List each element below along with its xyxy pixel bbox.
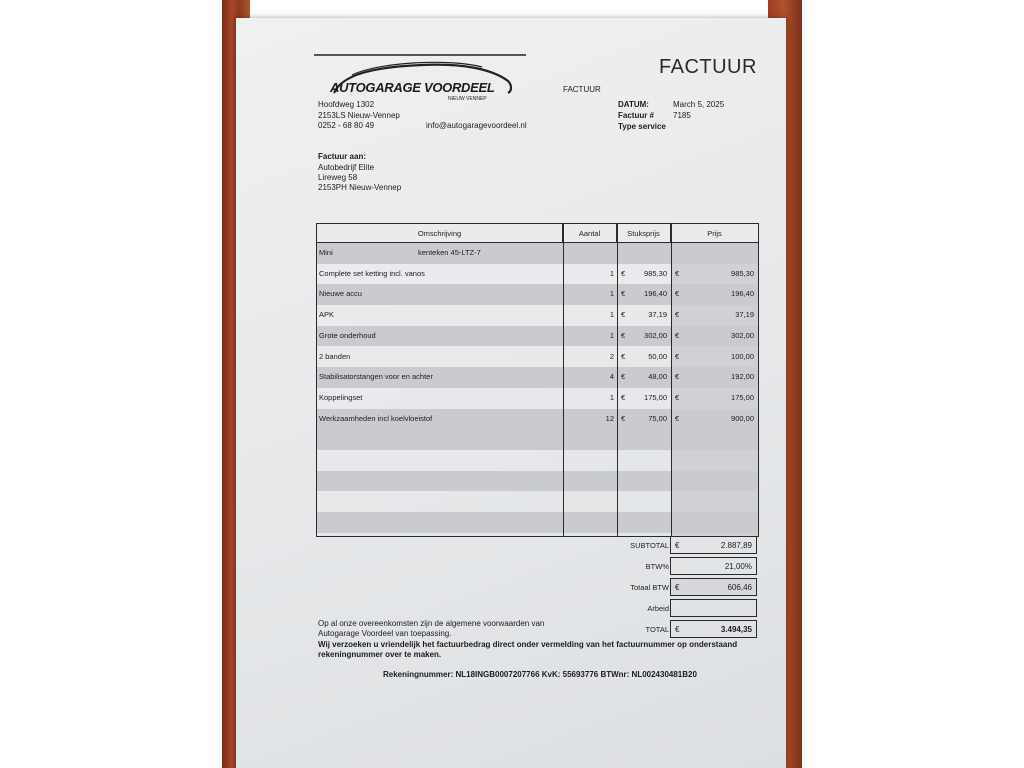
total-label: TOTAL <box>645 625 669 634</box>
currency-symbol: € <box>621 372 626 382</box>
header-description: Omschrijving <box>317 224 563 243</box>
terms-line-1: Op al onze overeenkomsten zijn de algemene voorwaarden van <box>318 619 545 628</box>
currency-symbol: € <box>675 330 680 340</box>
table-row <box>317 409 758 430</box>
btw-percent-box <box>670 557 757 575</box>
logo-text: AUTOGARAGE VOORDEEL <box>330 80 495 95</box>
company-email: info@autogaragevoordeel.nl <box>426 121 527 130</box>
currency-symbol: € <box>621 289 626 299</box>
item-description: Werkzaamheden incl koelvloeistof <box>319 413 433 423</box>
empty-row <box>317 491 758 512</box>
item-quantity: 2 <box>609 351 614 361</box>
service-type-label: Type service <box>618 122 666 131</box>
item-price: 192,00 <box>731 372 754 382</box>
payment-request-line-2: rekeningnummer over te maken. <box>318 650 442 659</box>
invoice-items-table <box>316 223 759 537</box>
date-value: March 5, 2025 <box>673 100 725 109</box>
item-unit-price: 75,00 <box>648 413 667 423</box>
invoice-number-value: 7185 <box>673 111 691 120</box>
currency-symbol: € <box>675 413 680 423</box>
table-row <box>317 326 758 347</box>
item-description: 2 banden <box>319 351 351 361</box>
item-quantity: 1 <box>609 268 614 278</box>
table-row <box>317 388 758 409</box>
column-divider <box>671 224 672 536</box>
currency-symbol: € <box>675 625 680 634</box>
currency-symbol: € <box>675 289 680 299</box>
item-price: 302,00 <box>731 330 754 340</box>
item-quantity: 12 <box>605 413 614 423</box>
bill-to-label: Factuur aan: <box>318 152 367 161</box>
header-quantity: Aantal <box>563 224 617 243</box>
subtotal-box <box>670 536 757 554</box>
total-btw-box <box>670 578 757 596</box>
item-description: Stabilisatorstangen voor en achter <box>319 372 433 382</box>
table-row <box>317 264 758 285</box>
total-btw-label: Totaal BTW <box>630 583 669 592</box>
labor-label: Arbeid <box>647 604 669 613</box>
bill-to-street: Lireweg 58 <box>318 173 358 182</box>
date-label: DATUM: <box>618 100 649 109</box>
table-row <box>317 284 758 305</box>
column-divider <box>563 224 564 536</box>
empty-row <box>317 471 758 492</box>
item-price: 900,00 <box>731 413 754 423</box>
item-unit-price: 302,00 <box>644 330 667 340</box>
bill-to-name: Autobedrijf Elite <box>318 163 375 172</box>
table-row <box>317 367 758 388</box>
item-unit-price: 985,30 <box>644 268 667 278</box>
currency-symbol: € <box>675 372 680 382</box>
payment-request-line-1: Wij verzoeken u vriendelijk het factuurbedrag direct onder vermelding van het factuurnummer op onderstaand <box>318 640 738 649</box>
item-quantity: 1 <box>609 289 614 299</box>
item-price: 985,30 <box>731 268 754 278</box>
item-description: Complete set ketting incl. vanos <box>319 268 425 278</box>
item-description: Nieuwe accu <box>319 289 362 299</box>
company-phone: 0252 - 68 80 49 <box>318 121 375 130</box>
currency-symbol: € <box>621 351 626 361</box>
invoice-title: FACTUUR <box>659 56 757 78</box>
item-unit-price: 175,00 <box>644 392 667 402</box>
currency-symbol: € <box>675 392 680 402</box>
vehicle-plate: kenteken 45-LTZ-7 <box>418 248 481 257</box>
total-box <box>670 620 757 638</box>
currency-symbol: € <box>675 268 680 278</box>
logo-subtext: NIEUW VENNEP <box>448 96 487 102</box>
item-price: 37,19 <box>735 310 754 320</box>
company-street: Hoofdweg 1302 <box>318 100 375 109</box>
item-quantity: 1 <box>609 392 614 402</box>
currency-symbol: € <box>675 310 680 320</box>
currency-symbol: € <box>621 413 626 423</box>
item-unit-price: 37,19 <box>648 310 667 320</box>
bank-details: Rekeningnummer: NL18INGB0007207766 KvK: 55693776 BTWnr: NL002430481B20 <box>383 670 697 679</box>
labor-box <box>670 599 757 617</box>
terms-line-2: Autogarage Voordeel van toepassing. <box>318 629 452 638</box>
item-quantity: 1 <box>609 310 614 320</box>
currency-symbol: € <box>675 583 680 592</box>
header-price: Prijs <box>671 224 758 243</box>
item-unit-price: 196,40 <box>644 289 667 299</box>
btw-percent-value: 21,00% <box>724 562 752 571</box>
item-description: Koppelingset <box>319 392 363 402</box>
item-description: APK <box>319 310 335 320</box>
currency-symbol: € <box>675 541 680 550</box>
empty-row <box>317 450 758 471</box>
subtotal-value: 2.887,89 <box>720 541 752 550</box>
header-unit-price: Stuksprijs <box>617 224 671 243</box>
vehicle-model: Mini <box>319 248 333 257</box>
currency-symbol: € <box>621 268 626 278</box>
item-quantity: 4 <box>609 372 614 382</box>
subtotal-label: SUBTOTAL <box>630 541 669 550</box>
currency-symbol: € <box>621 392 626 402</box>
item-price: 175,00 <box>731 392 754 402</box>
currency-symbol: € <box>621 310 626 320</box>
item-description: Grote onderhoud <box>319 330 376 340</box>
item-price: 196,40 <box>731 289 754 299</box>
currency-symbol: € <box>621 330 626 340</box>
btw-percent-label: BTW% <box>645 562 669 571</box>
empty-row <box>317 429 758 450</box>
vehicle-row <box>317 243 758 264</box>
currency-symbol: € <box>675 351 680 361</box>
total-btw-value: 606,46 <box>727 583 752 592</box>
column-divider <box>617 224 618 536</box>
total-value: 3.494,35 <box>720 625 752 634</box>
bill-to-city: 2153PH Nieuw-Vennep <box>318 183 402 192</box>
table-row <box>317 347 758 368</box>
invoice-paper <box>236 18 786 768</box>
table-row <box>317 305 758 326</box>
item-quantity: 1 <box>609 330 614 340</box>
item-unit-price: 48,00 <box>648 372 667 382</box>
company-city: 2153LS Nieuw-Vennep <box>318 111 400 120</box>
item-price: 100,00 <box>731 351 754 361</box>
invoice-number-label: Factuur # <box>618 111 655 120</box>
empty-row <box>317 512 758 533</box>
invoice-title-small: FACTUUR <box>563 85 601 94</box>
item-unit-price: 50,00 <box>648 351 667 361</box>
